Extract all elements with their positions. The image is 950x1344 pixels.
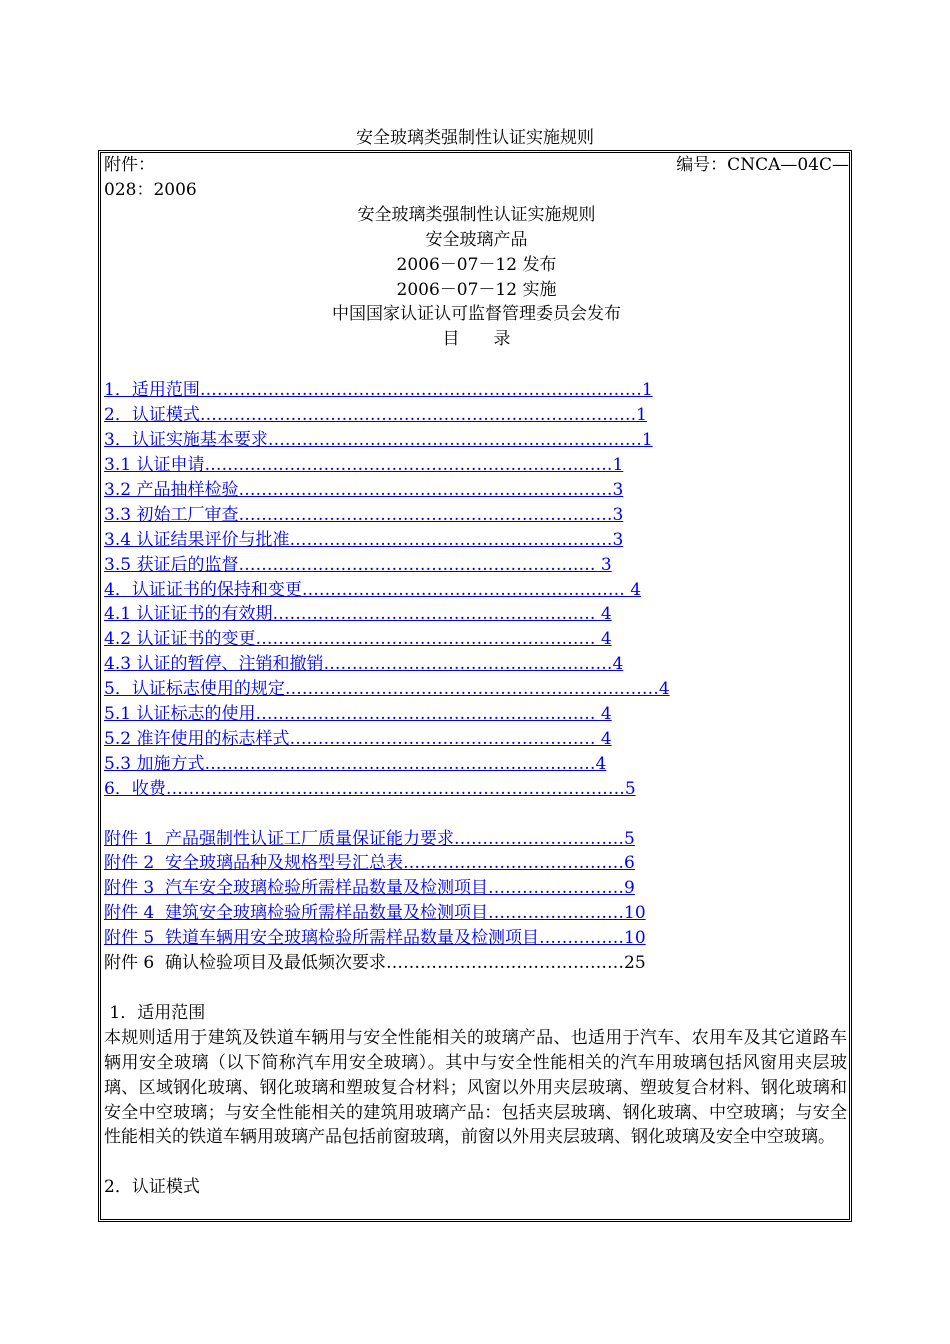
annex-link[interactable]: 附件 2 安全玻璃品种及规格型号汇总表…………………………………6 — [104, 853, 635, 874]
toc-link[interactable]: 6．收费………………………………………………………………………5 — [104, 778, 636, 799]
contents-heading: 目 录 — [442, 329, 511, 350]
document-title: 安全玻璃类强制性认证实施规则 — [356, 128, 594, 148]
toc-link[interactable]: 5.3 加施方式……………………………………………………………4 — [104, 753, 607, 774]
annex-link[interactable]: 附件 1 产品强制性认证工厂质量保证能力要求…………………………5 — [104, 828, 635, 849]
section-2-heading: 2．认证模式 — [104, 1177, 200, 1198]
document-number: 编号：CNCA—04C— — [676, 155, 849, 175]
attachment-label: 附件： — [104, 155, 155, 175]
toc-link[interactable]: 4.1 认证证书的有效期………………………………………………… 4 — [104, 604, 612, 625]
toc-link[interactable]: 3.1 认证申请………………………………………………………………1 — [104, 454, 624, 475]
toc-link[interactable]: 5.2 准许使用的标志样式……………………………………………… 4 — [104, 728, 612, 749]
document-number-continued: 028：2006 — [104, 179, 197, 200]
toc-link[interactable]: 3.2 产品抽样检验…………………………………………………………3 — [104, 479, 624, 500]
section-1-heading: 1．适用范围 — [104, 1002, 206, 1023]
content-frame — [98, 150, 852, 1222]
toc-link[interactable]: 1．适用范围……………………………………………………………………1 — [104, 380, 653, 401]
effective-date: 2006－07－12 实施 — [396, 279, 557, 300]
toc-link[interactable]: 3．认证实施基本要求…………………………………………………………1 — [104, 430, 653, 451]
cover-subtitle: 安全玻璃产品 — [425, 229, 528, 250]
annex-entry: 附件 6 确认检验项目及最低频次要求……………………………………25 — [104, 953, 646, 974]
publisher: 中国国家认证认可监督管理委员会发布 — [332, 304, 621, 325]
toc-link[interactable]: 4.2 认证证书的变更…………………………………………………… 4 — [104, 629, 612, 650]
toc-link[interactable]: 5.1 认证标志的使用…………………………………………………… 4 — [104, 704, 612, 725]
issue-date: 2006－07－12 发布 — [396, 254, 557, 275]
toc-link[interactable]: 3.5 获证后的监督……………………………………………………… 3 — [104, 554, 612, 575]
toc-link[interactable]: 5．认证标志使用的规定…………………………………………………………4 — [104, 679, 670, 700]
section-1-body: 本规则适用于建筑及铁道车辆用与安全性能相关的玻璃产品、也适用于汽车、农用车及其它道路车辆用安全玻璃（以下简称汽车用安全玻璃）。其中与安全性能相关的汽车用玻璃包括风窗用夹层玻璃、区域钢化玻璃、钢化玻璃和塑玻复合材料；风窗以外用夹层玻璃、塑玻复合材料、钢化玻璃和安全中空玻璃；与安全性能相关的建筑用玻璃产品：包括夹层玻璃、钢化玻璃、中空玻璃；与安全性能相关的铁道车辆用玻璃产品包括前窗玻璃，前窗以外用夹层玻璃、钢化玻璃及安全中空玻璃。 — [104, 1027, 847, 1148]
cover-title: 安全玻璃类强制性认证实施规则 — [357, 204, 596, 225]
toc-link[interactable]: 4.3 认证的暂停、注销和撤销……………………………………………4 — [104, 654, 624, 675]
toc-link[interactable]: 3.3 初始工厂审查…………………………………………………………3 — [104, 504, 624, 525]
toc-link[interactable]: 4．认证证书的保持和变更………………………………………………… 4 — [104, 579, 642, 600]
annex-link[interactable]: 附件 5 铁道车辆用安全玻璃检验所需样品数量及检测项目……………10 — [104, 928, 646, 949]
toc-link[interactable]: 3.4 认证结果评价与批准…………………………………………………3 — [104, 529, 624, 550]
annex-link[interactable]: 附件 4 建筑安全玻璃检验所需样品数量及检测项目……………………10 — [104, 903, 646, 924]
content-body — [104, 153, 849, 1200]
header-row — [104, 153, 849, 178]
toc-link[interactable]: 2．认证模式…………………………………………………………………‥1 — [104, 405, 647, 426]
table-of-contents — [104, 378, 849, 976]
annex-link[interactable]: 附件 3 汽车安全玻璃检验所需样品数量及检测项目……………………9 — [104, 878, 635, 899]
